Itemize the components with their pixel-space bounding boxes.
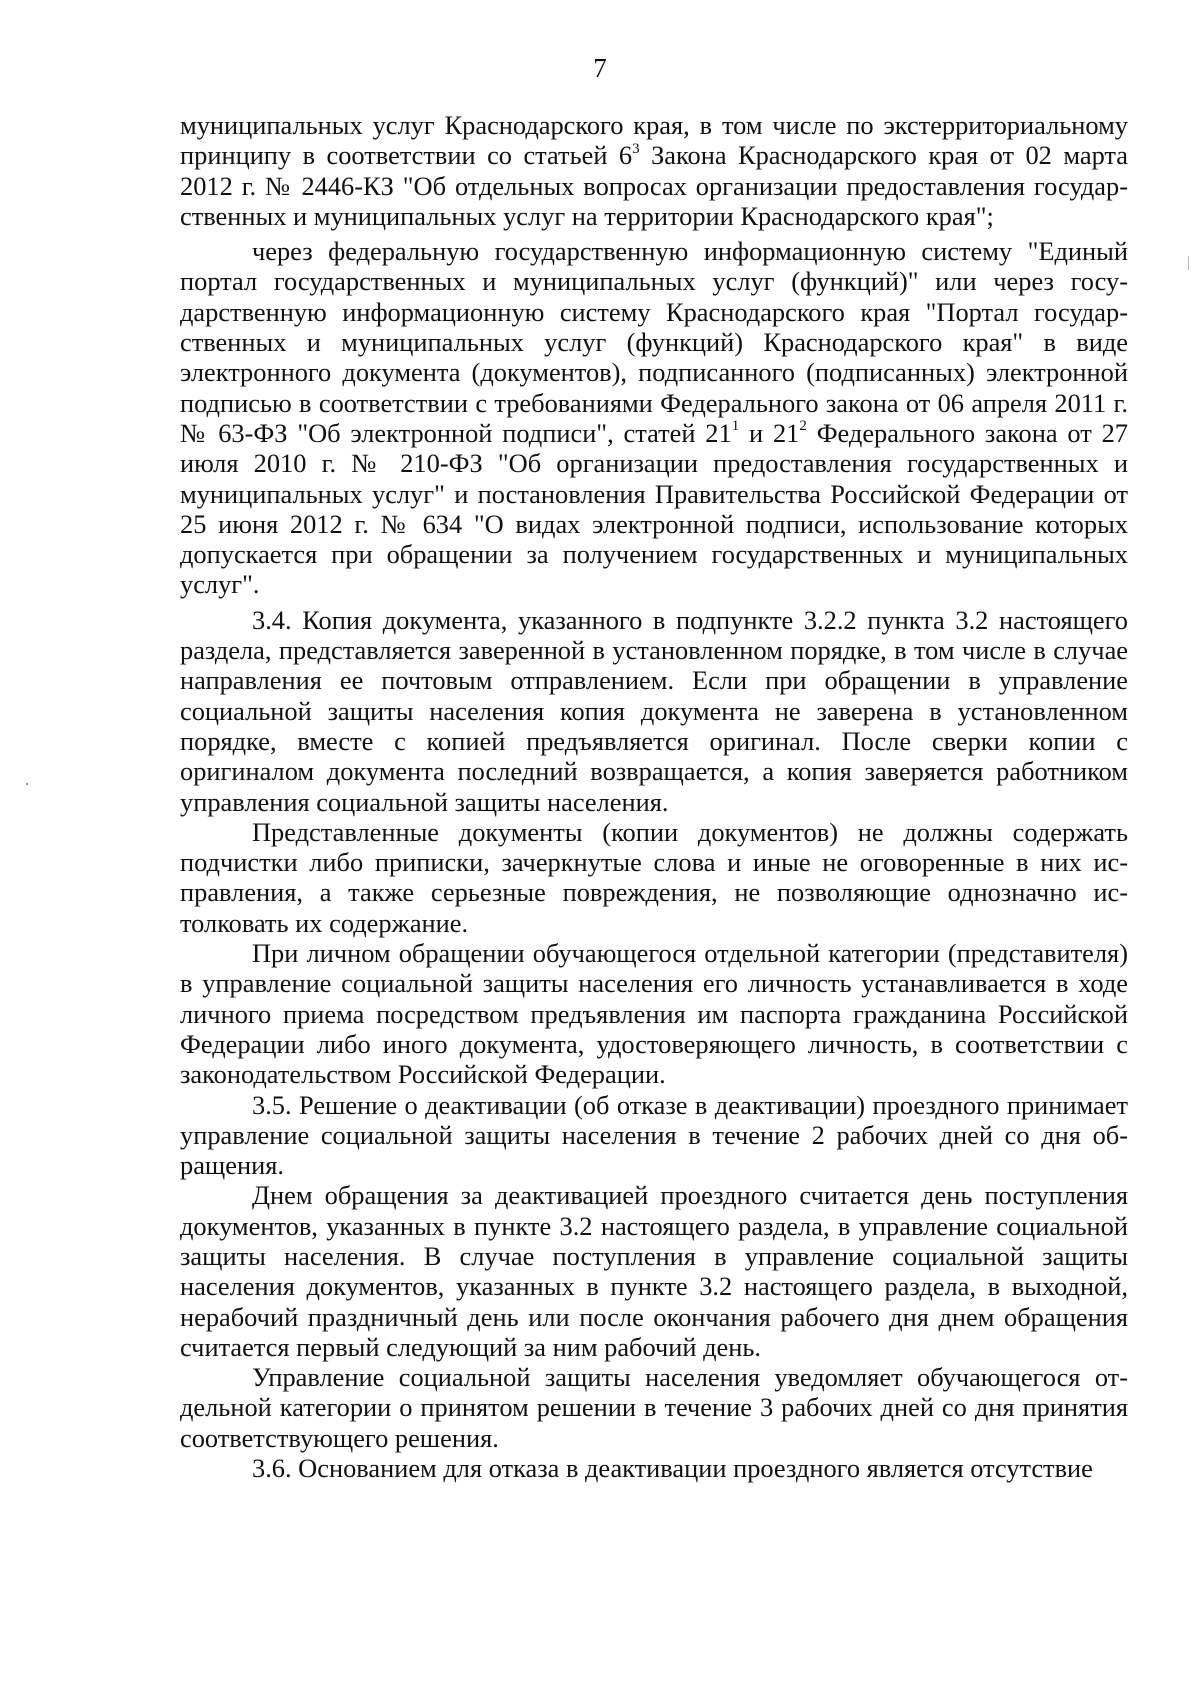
paragraph	[180, 1090, 1128, 1181]
paragraph-text: через федеральную государственную информационную систему "Единый портал государственных и муниципальных услуг (функций)" или через государственную информационную систему Краснодарского края "Портал государственных и муниципальных услуг (функций) Краснодарского края" в виде электронного документа (документов), подписанного (подписанных) электронной подписью в соответствии с требованиями Федерального закона от 06 апреля 2011 г. № 63-ФЗ "Об электронной подписи", статей 21	[180, 236, 1128, 448]
paragraph-text: 3.6. Основанием для отказа в деактивации проездного является отсутствие	[252, 1453, 1093, 1484]
superscript: 3	[632, 140, 640, 157]
paragraph-text: 3.4. Копия документа, указанного в подпункте 3.2.2 пункта 3.2 настоящего раздела, представляется заверенной в установленном порядке, в том числе в случае направления ее почтовым отправлением. Если при обращении в управление социальной защиты населения копия документа не заверена в установленном порядке, вместе с копией предъявляется оригинал. После сверки копии с оригиналом документа последний возвращается, а копия заверяется работником управления социальной защиты населения.	[180, 604, 1128, 817]
paragraph-text: и 21	[739, 417, 800, 448]
paragraph	[180, 110, 1128, 231]
paragraph	[180, 236, 1128, 600]
paragraph-text: муниципальных услуг Краснодарского края, в том числе по экстерриториальному принципу в соответствии со статьей 6	[180, 110, 1128, 171]
superscript: 1	[731, 418, 740, 435]
paragraph-text: Днем обращения за деактивацией проездного считается день поступления документов, указанных в пункте 3.2 настоящего раздела, в управление социальной защиты населения. В случае поступления в управление социальной защиты населения документов, указанных в пункте 3.2 настоящего раздела, в выходной, нерабочий праздничный день или после окончания рабочего дня днем обращения считается первый следующий за ним рабочий день.	[180, 1180, 1128, 1362]
paragraph-text: При личном обращении обучающегося отдельной категории (представителя) в управление социальной защиты населения его личность устанавливается в ходе личного приема посредством предъявления им паспорта гражданина Российской Федерации либо иного документа, удостоверяющего личность, в соответствии с законодательством Российской Федерации.	[180, 938, 1128, 1090]
paragraph	[180, 1453, 1128, 1483]
paragraph-text: Представленные документы (копии документов) не должны содержать подчистки либо приписки, зачеркнутые слова и иные не оговоренные в них исправления, а также серьезные повреждения, не позволяющие однозначно истолковать их содержание.	[180, 816, 1128, 938]
paragraph	[180, 1180, 1128, 1362]
page-number: 7	[593, 53, 607, 83]
paragraph-text: 3.5. Решение о деактивации (об отказе в деактивации) проездного принимает управление социальной защиты населения в течение 2 рабочих дней со дня обращения.	[180, 1089, 1128, 1181]
scan-artifact	[26, 783, 28, 785]
paragraph-text: Управление социальной защиты населения уведомляет обучающегося отдельной категории о принятом решении в течение 3 рабочих дней со дня принятия соответствующего решения.	[180, 1362, 1128, 1453]
scan-artifact	[1188, 256, 1189, 270]
document-body	[180, 110, 1128, 1483]
paragraph	[180, 938, 1128, 1089]
paragraph	[180, 605, 1128, 817]
superscript: 2	[799, 418, 807, 435]
paragraph	[180, 1362, 1128, 1453]
paragraph	[180, 817, 1128, 938]
paragraph-text: Закона Краснодарского края от 02 марта 2012 г. № 2446-КЗ "Об отдельных вопросах организации предоставления государственных и муниципальных услуг на территории Краснодарского края";	[180, 140, 1128, 231]
paragraph-text: Федерального закона от 27 июля 2010 г. № 210-ФЗ "Об организации предоставления государственных и муниципальных услуг" и постановления Правительства Российской Федерации от 25 июня 2012 г. № 634 "О видах электронной подписи, использование которых допускается при обращении за получением государственных и муниципальных услуг".	[180, 417, 1128, 600]
